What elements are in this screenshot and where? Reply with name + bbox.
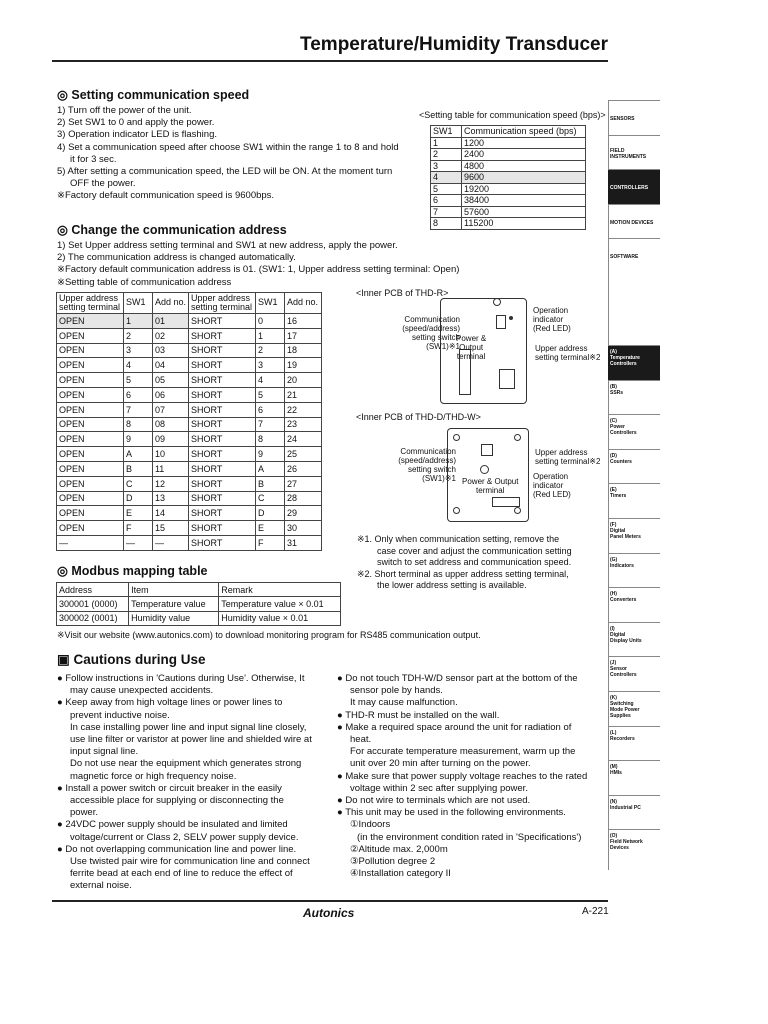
table-cell: 29: [284, 506, 321, 521]
table-cell: SHORT: [189, 535, 256, 550]
upper-terminal-icon: [499, 369, 515, 389]
caution-line: ● Keep away from high voltage lines or power lines to: [57, 697, 283, 709]
caution-line: ● Do not touch TDH-W/D sensor part at the bottom of the: [337, 673, 578, 684]
caution-line: ④Installation category II: [350, 868, 451, 880]
table-cell: 15: [152, 521, 188, 536]
table-cell: 5: [255, 387, 284, 402]
table-row: [57, 521, 322, 536]
table-cell: OPEN: [57, 491, 124, 506]
table-row: [57, 402, 322, 417]
table-header-cell: Add no.: [152, 293, 188, 314]
caution-line: ferrite bead at each end of line to reduce the effect of: [70, 868, 293, 880]
sidebar-item[interactable]: MOTION DEVICES: [608, 204, 660, 239]
caution-line: may cause unexpected accidents.: [70, 685, 214, 697]
cautions-left-column: [57, 673, 312, 893]
table-cell: 19: [284, 358, 321, 373]
table-cell: 300001 (0000): [57, 597, 129, 611]
table-row: [57, 387, 322, 402]
table-cell: OPEN: [57, 328, 124, 343]
table-header-cell: Address: [57, 583, 129, 597]
table-row: [57, 343, 322, 358]
table-cell: 8: [431, 218, 462, 230]
table-cell: 6: [123, 387, 152, 402]
sidebar-item[interactable]: CONTROLLERS: [608, 169, 660, 204]
table-cell: 30: [284, 521, 321, 536]
caution-line: prevent inductive noise.: [70, 709, 170, 721]
sidebar-subitem[interactable]: (E) Timers: [608, 483, 660, 518]
sidebar-subitem[interactable]: (O) Field Network Devices: [608, 829, 660, 864]
table-cell: 22: [284, 402, 321, 417]
table-cell: —: [123, 535, 152, 550]
table-row: [57, 535, 322, 550]
caution-line: (in the environment condition rated in 'Specifications'): [357, 831, 582, 843]
table-cell: OPEN: [57, 343, 124, 358]
terminal-block-icon: [492, 497, 520, 507]
title-divider: [52, 60, 608, 62]
table-cell: B: [123, 461, 152, 476]
step-line: 5) After setting a communication speed, the LED will be ON. At the moment turn: [57, 166, 393, 178]
table-cell: OPEN: [57, 476, 124, 491]
step-line: ※Setting table of communication address: [57, 276, 232, 288]
table-header-cell: SW1: [255, 293, 284, 314]
table-cell: 4800: [462, 160, 586, 172]
pcb-r-switch-label: Communication (speed/address) setting switch (SW1)※1: [402, 315, 460, 351]
caution-line: power.: [70, 807, 98, 819]
caution-line: It may cause malfunction.: [350, 697, 458, 709]
table-cell: 1: [431, 137, 462, 149]
table-cell: 14: [152, 506, 188, 521]
table-cell: Humidity value: [129, 611, 219, 625]
caution-line: ● Make sure that power supply voltage reaches to the rated: [337, 770, 588, 782]
pcb-d-upper-label: Upper address setting terminal※2: [535, 448, 601, 466]
table-cell: SHORT: [189, 358, 256, 373]
table-cell: 0: [255, 314, 284, 329]
table-cell: 1: [255, 328, 284, 343]
table-row: [57, 597, 341, 611]
table-cell: 2400: [462, 149, 586, 161]
table-cell: 300002 (0001): [57, 611, 129, 625]
pcb-r-caption: <Inner PCB of THD-R>: [356, 288, 449, 298]
table-cell: D: [123, 491, 152, 506]
pcb-r-upper-label: Upper address setting terminal※2: [535, 344, 601, 362]
comm-address-steps: [57, 240, 459, 289]
table-cell: OPEN: [57, 373, 124, 388]
table-cell: SHORT: [189, 461, 256, 476]
table-cell: 5: [431, 183, 462, 195]
table-cell: —: [152, 535, 188, 550]
pcb-d-led-label: Operation indicator (Red LED): [533, 472, 571, 499]
modbus-table: [56, 582, 341, 626]
table-cell: Temperature value: [129, 597, 219, 611]
table-cell: 10: [152, 447, 188, 462]
table-cell: 07: [152, 402, 188, 417]
caution-line: Do not use near the equipment which generates strong: [70, 758, 302, 770]
table-cell: 8: [123, 417, 152, 432]
table-cell: 3: [123, 343, 152, 358]
table-row: [57, 611, 341, 625]
modbus-note: ※Visit our website (www.autonics.com) to download monitoring program for RS485 communication output.: [57, 630, 481, 640]
sidebar-subitem[interactable]: (F) Digital Panel Meters: [608, 518, 660, 553]
caution-line: Use twisted pair wire for communication line and connect: [70, 856, 310, 868]
table-cell: 17: [284, 328, 321, 343]
table-cell: OPEN: [57, 506, 124, 521]
caution-line: ● THD-R must be installed on the wall.: [337, 709, 500, 721]
table-cell: 2: [255, 343, 284, 358]
table-cell: 16: [284, 314, 321, 329]
table-cell: 115200: [462, 218, 586, 230]
table-cell: SHORT: [189, 314, 256, 329]
table-cell: 27: [284, 476, 321, 491]
table-cell: 7: [123, 402, 152, 417]
table-cell: 19200: [462, 183, 586, 195]
table-cell: SHORT: [189, 432, 256, 447]
table-row: [431, 137, 586, 149]
table-header-row: [57, 293, 322, 314]
pcb-d-caption: <Inner PCB of THD-D/THD-W>: [356, 412, 481, 422]
dip-switch-icon: [496, 315, 506, 329]
table-cell: D: [255, 506, 284, 521]
caution-line: external noise.: [70, 880, 132, 892]
table-cell: 25: [284, 447, 321, 462]
table-row: [431, 160, 586, 172]
caution-line: voltage within 2 sec after supplying power.: [350, 782, 528, 794]
table-cell: C: [123, 476, 152, 491]
table-cell: SHORT: [189, 402, 256, 417]
caution-line: use line filter or varistor at power line and shielded wire at: [70, 734, 312, 746]
table-cell: 03: [152, 343, 188, 358]
table-cell: 3: [431, 160, 462, 172]
table-row: [57, 491, 322, 506]
table-row: [57, 476, 322, 491]
table-header-cell: Remark: [219, 583, 341, 597]
table-cell: OPEN: [57, 521, 124, 536]
table-cell: OPEN: [57, 417, 124, 432]
sidebar-subitem[interactable]: (G) Indicators: [608, 553, 660, 588]
caution-line: heat.: [350, 734, 372, 746]
table-header-cell: Upper address setting terminal: [57, 293, 124, 314]
table-cell: C: [255, 491, 284, 506]
table-header-cell: Communication speed (bps): [462, 126, 586, 138]
table-cell: OPEN: [57, 402, 124, 417]
caution-line: For accurate temperature measurement, warm up the: [350, 746, 576, 758]
table-header-cell: SW1: [123, 293, 152, 314]
table-cell: 9: [255, 447, 284, 462]
table-cell: 13: [152, 491, 188, 506]
table-row: [57, 447, 322, 462]
table-cell: 1200: [462, 137, 586, 149]
table-header-cell: Add no.: [284, 293, 321, 314]
table-cell: OPEN: [57, 358, 124, 373]
table-cell: OPEN: [57, 387, 124, 402]
sidebar-subitem[interactable]: (M) HMIs: [608, 760, 660, 795]
table-cell: 7: [255, 417, 284, 432]
sidebar-subitem[interactable]: (L) Recorders: [608, 726, 660, 761]
table-header-cell: SW1: [431, 126, 462, 138]
table-row: [57, 417, 322, 432]
address-table: [56, 292, 322, 551]
speed-table-caption: <Setting table for communication speed (bps)>: [419, 110, 606, 120]
table-cell: 2: [123, 328, 152, 343]
table-cell: SHORT: [189, 491, 256, 506]
table-cell: OPEN: [57, 314, 124, 329]
table-cell: B: [255, 476, 284, 491]
speed-table: [430, 125, 586, 230]
table-cell: E: [123, 506, 152, 521]
table-cell: OPEN: [57, 432, 124, 447]
table-cell: 4: [255, 373, 284, 388]
table-row: [57, 432, 322, 447]
sidebar-item[interactable]: FIELD INSTRUMENTS: [608, 135, 660, 170]
table-row: [431, 195, 586, 207]
caution-line: In case installing power line and input signal line closely,: [70, 721, 307, 733]
table-cell: OPEN: [57, 447, 124, 462]
pcb-d-terminal-label: Power & Output terminal: [462, 477, 519, 495]
table-cell: 7: [431, 206, 462, 218]
table-row: [57, 506, 322, 521]
table-header-cell: Item: [129, 583, 219, 597]
table-cell: 09: [152, 432, 188, 447]
caution-line: voltage/current or Class 2, SELV power supply device.: [70, 831, 299, 843]
table-cell: 08: [152, 417, 188, 432]
table-cell: E: [255, 521, 284, 536]
table-cell: 18: [284, 343, 321, 358]
caution-line: ● Do not overlapping communication line and power line.: [57, 843, 297, 855]
dip-switch-icon: [481, 444, 493, 456]
sidebar-subitem[interactable]: (A) Temperature Controllers: [608, 345, 660, 380]
table-cell: 9: [123, 432, 152, 447]
page-number: A-221: [582, 906, 609, 917]
table-cell: 11: [152, 461, 188, 476]
comm-speed-heading: ◎ Setting communication speed: [57, 88, 250, 102]
mount-hole: [514, 507, 521, 514]
table-cell: 28: [284, 491, 321, 506]
sidebar-subitem[interactable]: (B) SSRs: [608, 380, 660, 415]
step-line: OFF the power.: [70, 178, 136, 190]
table-cell: 57600: [462, 206, 586, 218]
table-cell: F: [123, 521, 152, 536]
step-line: ※Factory default communication speed is 9600bps.: [57, 190, 275, 202]
caution-line: ● Do not wire to terminals which are not used.: [337, 795, 531, 807]
step-line: 1) Turn off the power of the unit.: [57, 105, 192, 116]
table-cell: 24: [284, 432, 321, 447]
table-cell: 1: [123, 314, 152, 329]
table-cell: A: [255, 461, 284, 476]
sidebar-subitem[interactable]: (D) Counters: [608, 449, 660, 484]
caution-line: ● Make a required space around the unit for radiation of: [337, 721, 572, 733]
pcb-d-switch-label: Communication (speed/address) setting switch (SW1)※1: [398, 447, 456, 483]
table-cell: 21: [284, 387, 321, 402]
sidebar-subitem[interactable]: (J) Sensor Controllers: [608, 656, 660, 691]
table-cell: 23: [284, 417, 321, 432]
table-cell: SHORT: [189, 447, 256, 462]
caution-line: input signal line.: [70, 746, 139, 758]
comm-address-heading: ◎ Change the communication address: [57, 223, 287, 237]
pcb-r-led-label: Operation indicator (Red LED): [533, 306, 571, 333]
table-row: [431, 172, 586, 184]
mount-hole: [453, 507, 460, 514]
table-cell: 06: [152, 387, 188, 402]
table-row: [57, 358, 322, 373]
step-line: 1) Set Upper address setting terminal and SW1 at new address, apply the power.: [57, 240, 398, 251]
step-line: 4) Set a communication speed after choose SW1 within the range 1 to 8 and hold: [57, 141, 399, 153]
mount-hole: [493, 298, 501, 306]
table-cell: SHORT: [189, 506, 256, 521]
table-cell: 05: [152, 373, 188, 388]
mount-hole: [514, 434, 521, 441]
table-cell: 01: [152, 314, 188, 329]
sidebar-item[interactable]: SOFTWARE: [608, 238, 660, 273]
table-cell: 3: [255, 358, 284, 373]
sidebar-subitem[interactable]: (I) Digital Display Units: [608, 622, 660, 657]
page-title: Temperature/Humidity Transducer: [300, 34, 608, 55]
table-cell: 4: [123, 358, 152, 373]
table-cell: —: [57, 535, 124, 550]
table-cell: 38400: [462, 195, 586, 207]
table-cell: 20: [284, 373, 321, 388]
table-row: [431, 183, 586, 195]
modbus-heading: ◎ Modbus mapping table: [57, 564, 208, 578]
step-line: 3) Operation indicator LED is flashing.: [57, 129, 217, 141]
led-icon: [480, 465, 489, 474]
pcb-notes: ※1. Only when communication setting, remove the case cover and adjust the communication setting switch to set address and communication speed. ※2. Short terminal as upper address setting terminal, the lower address setting is available.: [357, 534, 572, 591]
caution-line: ③Pollution degree 2: [350, 856, 436, 868]
table-cell: 5: [123, 373, 152, 388]
table-cell: A: [123, 447, 152, 462]
table-cell: Temperature value × 0.01: [219, 597, 341, 611]
table-cell: 4: [431, 172, 462, 184]
cautions-heading: ▣ Cautions during Use: [57, 652, 206, 667]
caution-line: unit over 20 min after turning on the power.: [350, 758, 531, 770]
pcb-r-terminal-label: Power & Output terminal: [456, 334, 487, 361]
table-cell: 31: [284, 535, 321, 550]
caution-line: ● Follow instructions in 'Cautions during Use'. Otherwise, It: [57, 673, 305, 684]
footer-divider: [52, 900, 608, 902]
table-row: [431, 149, 586, 161]
pcb-d-board: [447, 428, 529, 522]
step-line: 2) Set SW1 to 0 and apply the power.: [57, 117, 215, 129]
table-cell: 9600: [462, 172, 586, 184]
table-cell: OPEN: [57, 461, 124, 476]
table-header-cell: Upper address setting terminal: [189, 293, 256, 314]
table-cell: 6: [255, 402, 284, 417]
table-cell: SHORT: [189, 343, 256, 358]
table-row: [57, 314, 322, 329]
caution-line: ● This unit may be used in the following environments.: [337, 807, 566, 819]
mount-hole: [453, 434, 460, 441]
sidebar-item[interactable]: SENSORS: [608, 100, 660, 135]
table-row: [57, 461, 322, 476]
caution-line: ● Install a power switch or circuit breaker in the easily: [57, 782, 282, 794]
table-cell: F: [255, 535, 284, 550]
caution-line: ①Indoors: [350, 819, 391, 831]
table-cell: 04: [152, 358, 188, 373]
comm-speed-steps: [57, 105, 399, 203]
table-cell: SHORT: [189, 476, 256, 491]
sidebar-subitem[interactable]: (H) Converters: [608, 587, 660, 622]
table-cell: SHORT: [189, 417, 256, 432]
table-row: [57, 373, 322, 388]
table-cell: Humidity value × 0.01: [219, 611, 341, 625]
table-row: [57, 328, 322, 343]
table-cell: 02: [152, 328, 188, 343]
table-cell: SHORT: [189, 373, 256, 388]
table-header-row: [431, 126, 586, 138]
step-line: it for 3 sec.: [70, 153, 117, 165]
led-icon: [509, 316, 513, 320]
caution-line: sensor pole by hands.: [350, 685, 443, 697]
table-row: [431, 206, 586, 218]
sidebar-subitem[interactable]: (N) Industrial PC: [608, 795, 660, 830]
table-cell: 8: [255, 432, 284, 447]
table-cell: SHORT: [189, 328, 256, 343]
table-header-row: [57, 583, 341, 597]
table-row: [431, 218, 586, 230]
caution-line: ②Altitude max. 2,000m: [350, 843, 448, 855]
table-cell: 2: [431, 149, 462, 161]
brand-logo: Autonics: [303, 906, 355, 920]
step-line: 2) The communication address is changed automatically.: [57, 252, 296, 264]
table-cell: 12: [152, 476, 188, 491]
sidebar-nav: [608, 100, 660, 870]
cautions-right-column: [337, 673, 587, 880]
table-cell: 26: [284, 461, 321, 476]
table-cell: 6: [431, 195, 462, 207]
step-line: ※Factory default communication address is 01. (SW1: 1, Upper address setting terminal: Open): [57, 264, 460, 276]
caution-line: ● 24VDC power supply should be insulated and limited: [57, 819, 288, 831]
sidebar-subitem[interactable]: (C) Power Controllers: [608, 414, 660, 449]
caution-line: accessible place for supplying or disconnecting the: [70, 795, 284, 807]
sidebar-subitem[interactable]: (K) Switching Mode Power Supplies: [608, 691, 660, 726]
table-cell: SHORT: [189, 521, 256, 536]
table-cell: SHORT: [189, 387, 256, 402]
caution-line: magnetic force or high frequency noise.: [70, 770, 237, 782]
